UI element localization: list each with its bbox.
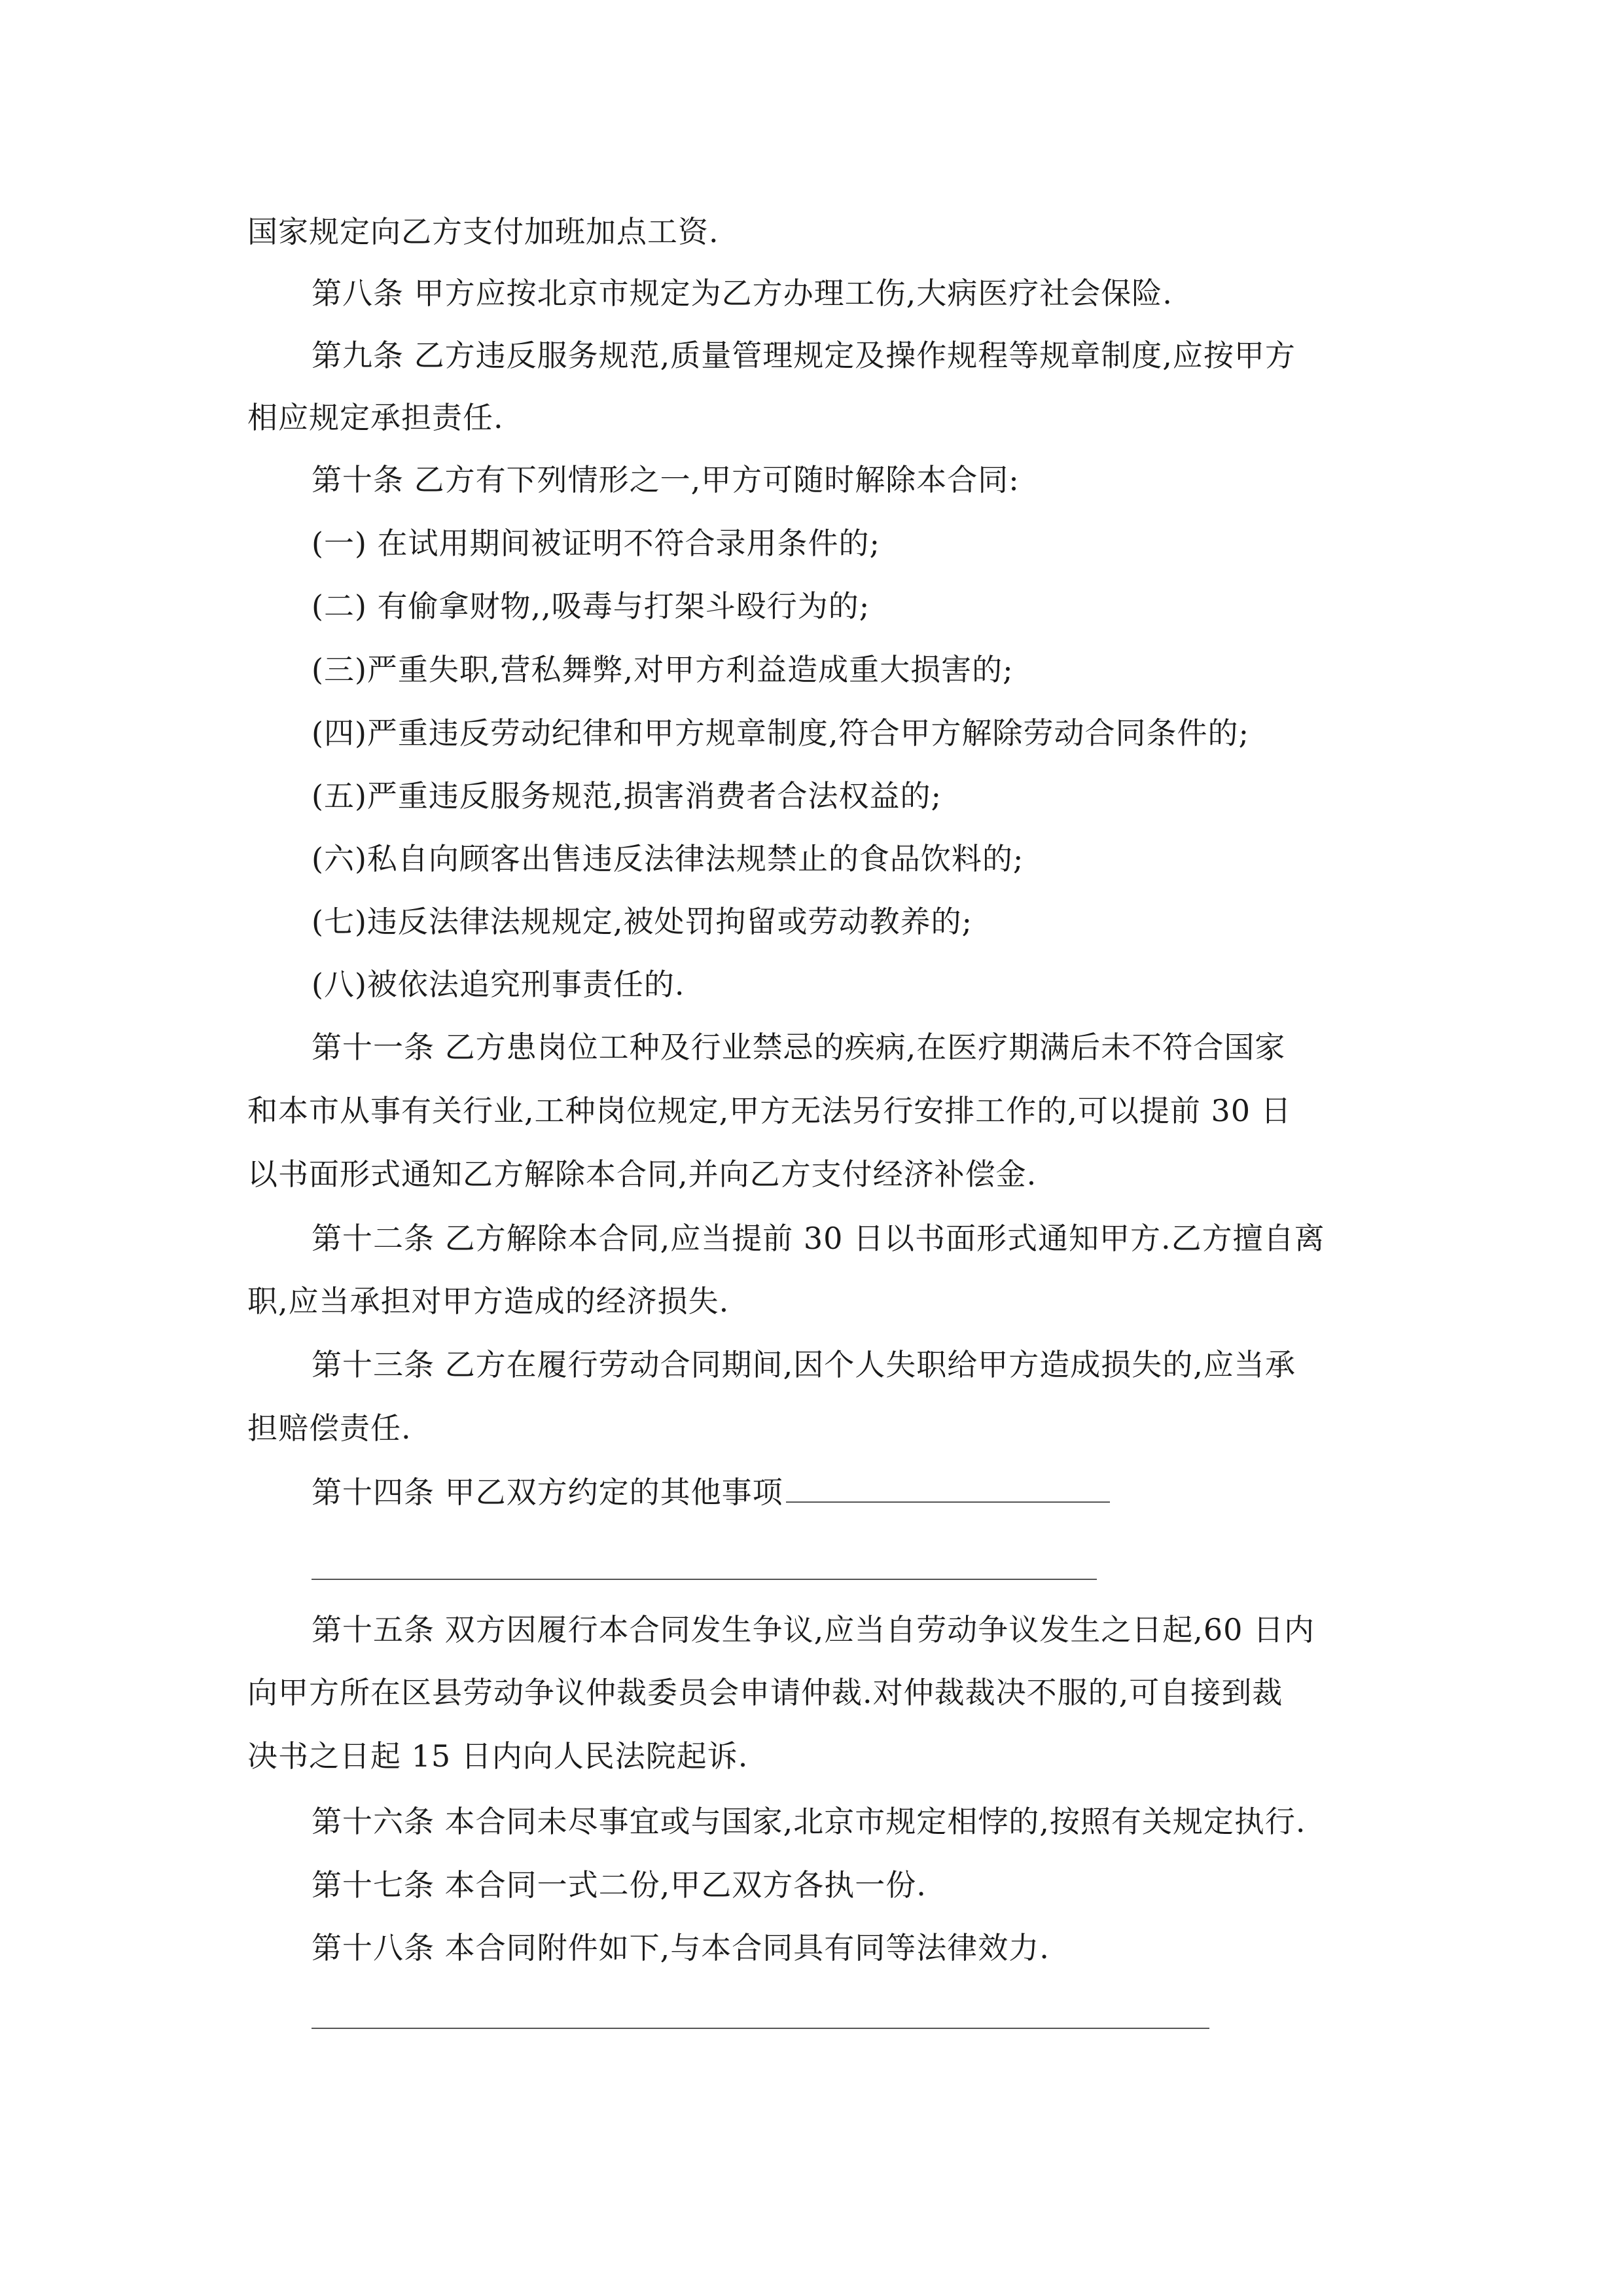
article-10: 第十条 乙方有下列情形之一,甲方可随时解除本合同: <box>312 462 1020 497</box>
article-8: 第八条 甲方应按北京市规定为乙方办理工伤,大病医疗社会保险. <box>312 276 1173 311</box>
article-11-line-3: 以书面形式通知乙方解除本合同,并向乙方支付经济补偿金. <box>247 1157 1037 1192</box>
article-12-line-2: 职,应当承担对甲方造成的经济损失. <box>247 1283 730 1319</box>
text-line-1: 国家规定向乙方支付加班加点工资. <box>247 214 719 249</box>
article-15-line-1: 第十五条 双方因履行本合同发生争议,应当自劳动争议发生之日起,60 日内 <box>312 1612 1315 1647</box>
clause-2: (二) 有偷拿财物,,吸毒与打架斗殴行为的; <box>312 588 870 624</box>
article-17: 第十七条 本合同一式二份,甲乙双方各执一份. <box>312 1867 927 1903</box>
article-14-text: 第十四条 甲乙双方约定的其他事项 <box>312 1475 783 1510</box>
clause-7: (七)违反法律法规规定,被处罚拘留或劳动教养的; <box>312 904 973 939</box>
clause-5: (五)严重违反服务规范,损害消费者合法权益的; <box>312 778 942 814</box>
clause-6: (六)私自向顾客出售违反法律法规禁止的食品饮料的; <box>312 841 1024 876</box>
article-13-line-2: 担赔偿责任. <box>247 1410 412 1446</box>
article-12-line-1: 第十二条 乙方解除本合同,应当提前 30 日以书面形式通知甲方.乙方擅自离 <box>312 1221 1325 1256</box>
article-11-line-1: 第十一条 乙方患岗位工种及行业禁忌的疾病,在医疗期满后未不符合国家 <box>312 1030 1286 1065</box>
article-11-line-2: 和本市从事有关行业,工种岗位规定,甲方无法另行安排工作的,可以提前 30 日 <box>247 1093 1292 1128</box>
article-18: 第十八条 本合同附件如下,与本合同具有同等法律效力. <box>312 1930 1050 1965</box>
clause-3: (三)严重失职,营私舞弊,对甲方利益造成重大损害的; <box>312 652 1014 687</box>
article-9-line-1: 第九条 乙方违反服务规范,质量管理规定及操作规程等规章制度,应按甲方 <box>312 338 1296 373</box>
article-15-line-2: 向甲方所在区县劳动争议仲裁委员会申请仲裁.对仲裁裁决不服的,可自接到裁 <box>247 1675 1283 1710</box>
article-13-line-1: 第十三条 乙方在履行劳动合同期间,因个人失职给甲方造成损失的,应当承 <box>312 1347 1296 1382</box>
clause-4: (四)严重违反劳动纪律和甲方规章制度,符合甲方解除劳动合同条件的; <box>312 715 1250 751</box>
clause-1: (一) 在试用期间被证明不符合录用条件的; <box>312 526 881 561</box>
article-16: 第十六条 本合同未尽事宜或与国家,北京市规定相悖的,按照有关规定执行. <box>312 1804 1306 1839</box>
clause-8: (八)被依法追究刑事责任的. <box>312 967 685 1002</box>
article-15-line-3: 决书之日起 15 日内向人民法院起诉. <box>247 1738 749 1774</box>
article-14 <box>312 1473 1110 1512</box>
blank-line-1 <box>312 1579 1097 1580</box>
blank-line-2 <box>312 2028 1209 2029</box>
article-9-line-2: 相应规定承担责任. <box>247 400 504 435</box>
article-14-blank <box>786 1475 1110 1503</box>
